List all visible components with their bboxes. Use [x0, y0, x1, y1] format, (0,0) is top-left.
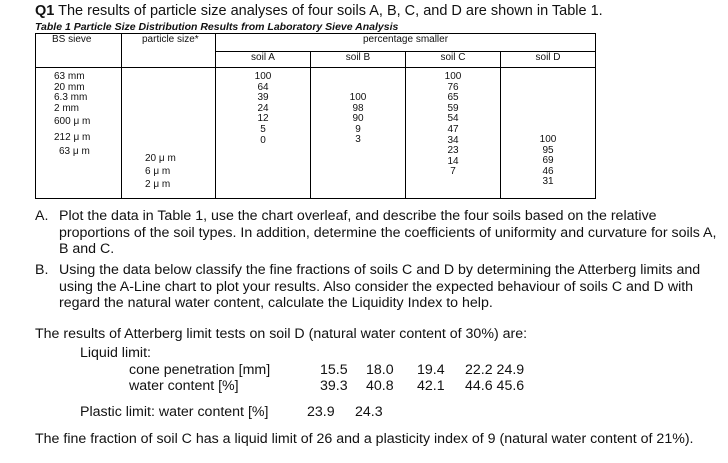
part-b-label: B. — [35, 262, 49, 278]
part-a — [35, 208, 725, 258]
particle-size: 2 μ m — [145, 179, 171, 191]
question-text: The results of particle size analyses of four soils A, B, C, and D are shown in Table 1. — [58, 3, 603, 19]
soil-a-value: 100 — [254, 71, 272, 82]
soil-b-column — [311, 68, 406, 199]
soil-c-value: 47 — [447, 123, 459, 135]
cone-value: 15.5 — [320, 362, 348, 378]
plastic-value: 23.9 — [307, 404, 335, 420]
sieve-size-column — [36, 68, 122, 199]
water-content-label: water content [%] — [129, 378, 239, 394]
water-value: 42.1 — [417, 378, 445, 394]
soil-c-value: 65 — [447, 92, 459, 104]
soil-c-footer: The fine fraction of soil C has a liquid limit of 26 and a plasticity index of 9 (natural water content of 21%). — [35, 431, 694, 447]
soil-d-value: 95 — [542, 144, 554, 156]
part-b — [35, 262, 725, 312]
cone-value: 22.2 24.9 — [465, 362, 525, 378]
soil-c-value: 34 — [447, 134, 459, 146]
particle-size-column — [122, 68, 216, 199]
sieve-size: 63 μ m — [59, 145, 90, 157]
water-value: 44.6 45.6 — [465, 378, 525, 394]
soil-c-value: 100 — [444, 71, 462, 82]
soil-d-column — [501, 68, 596, 199]
plastic-limit-label: Plastic limit: water content [%] — [80, 404, 269, 420]
question-number: Q1 — [35, 3, 55, 19]
soil-a-value: 0 — [260, 134, 266, 146]
sieve-size: 63 mm — [54, 71, 85, 82]
soil-a-value: 5 — [260, 123, 266, 135]
part-a-text: Plot the data in Table 1, use the chart overleaf, and describe the four soils based on the relative proportions of the soil types. In addition, determine the coefficients of uniformity and curvature for soils A, B and C. — [59, 208, 717, 257]
soil-b-value: 100 — [349, 92, 367, 103]
sieve-size: 600 μ m — [54, 116, 91, 128]
soil-b-value: 9 — [355, 123, 361, 135]
soil-d-value: 31 — [542, 176, 554, 188]
soil-d-value: 46 — [542, 165, 554, 177]
cone-value: 19.4 — [417, 362, 445, 378]
atterberg-intro: The results of Atterberg limit tests on soil D (natural water content of 30%) are: — [35, 326, 528, 342]
sieve-size: 20 mm — [54, 81, 85, 93]
water-value: 39.3 — [320, 378, 348, 394]
sieve-size: 212 μ m — [54, 131, 91, 143]
header-bs-sieve: BS sieve — [36, 34, 122, 68]
soil-d-value: 69 — [542, 155, 554, 167]
soil-c-value: 76 — [447, 81, 459, 93]
header-soil-d: soil D — [501, 52, 596, 68]
soil-a-value: 12 — [257, 113, 269, 125]
soil-a-value: 24 — [257, 102, 269, 114]
part-a-label: A. — [35, 208, 49, 224]
question-heading — [35, 3, 603, 19]
sieve-analysis-table — [35, 33, 596, 199]
sieve-size: 6.3 mm — [54, 92, 88, 104]
liquid-limit-label: Liquid limit: — [80, 345, 151, 361]
header-soil-a: soil A — [216, 52, 311, 68]
plastic-value: 24.3 — [355, 404, 383, 420]
particle-size: 20 μ m — [145, 153, 176, 164]
header-particle-size: particle size* — [122, 34, 216, 68]
soil-b-value: 3 — [355, 134, 361, 146]
soil-c-column — [406, 68, 501, 199]
soil-b-value: 98 — [352, 102, 364, 114]
part-b-text: Using the data below classify the fine fractions of soils C and D by determining the Atterberg limits and using the A-Line chart to plot your results. Also consider the expected behaviour of soils C and D with regard the natural water content, calculate the Liquidity Index to help. — [59, 262, 701, 311]
table-caption: Table 1 Particle Size Distribution Results from Laboratory Sieve Analysis — [35, 21, 399, 33]
soil-c-value: 23 — [447, 145, 459, 157]
cone-value: 18.0 — [366, 362, 394, 378]
sieve-size: 2 mm — [54, 102, 79, 114]
cone-penetration-label: cone penetration [mm] — [129, 362, 271, 378]
header-percentage-smaller: percentage smaller — [216, 34, 596, 52]
soil-c-value: 59 — [447, 102, 459, 114]
soil-a-value: 39 — [257, 92, 269, 104]
soil-c-value: 54 — [447, 113, 459, 125]
header-soil-c: soil C — [406, 52, 501, 68]
soil-b-value: 90 — [352, 113, 364, 125]
particle-size: 6 μ m — [145, 165, 171, 177]
soil-c-value: 14 — [447, 155, 459, 167]
soil-d-value: 100 — [539, 134, 557, 145]
soil-a-column — [216, 68, 311, 199]
soil-c-value: 7 — [450, 166, 456, 178]
soil-a-value: 64 — [257, 81, 269, 93]
header-soil-b: soil B — [311, 52, 406, 68]
water-value: 40.8 — [366, 378, 394, 394]
